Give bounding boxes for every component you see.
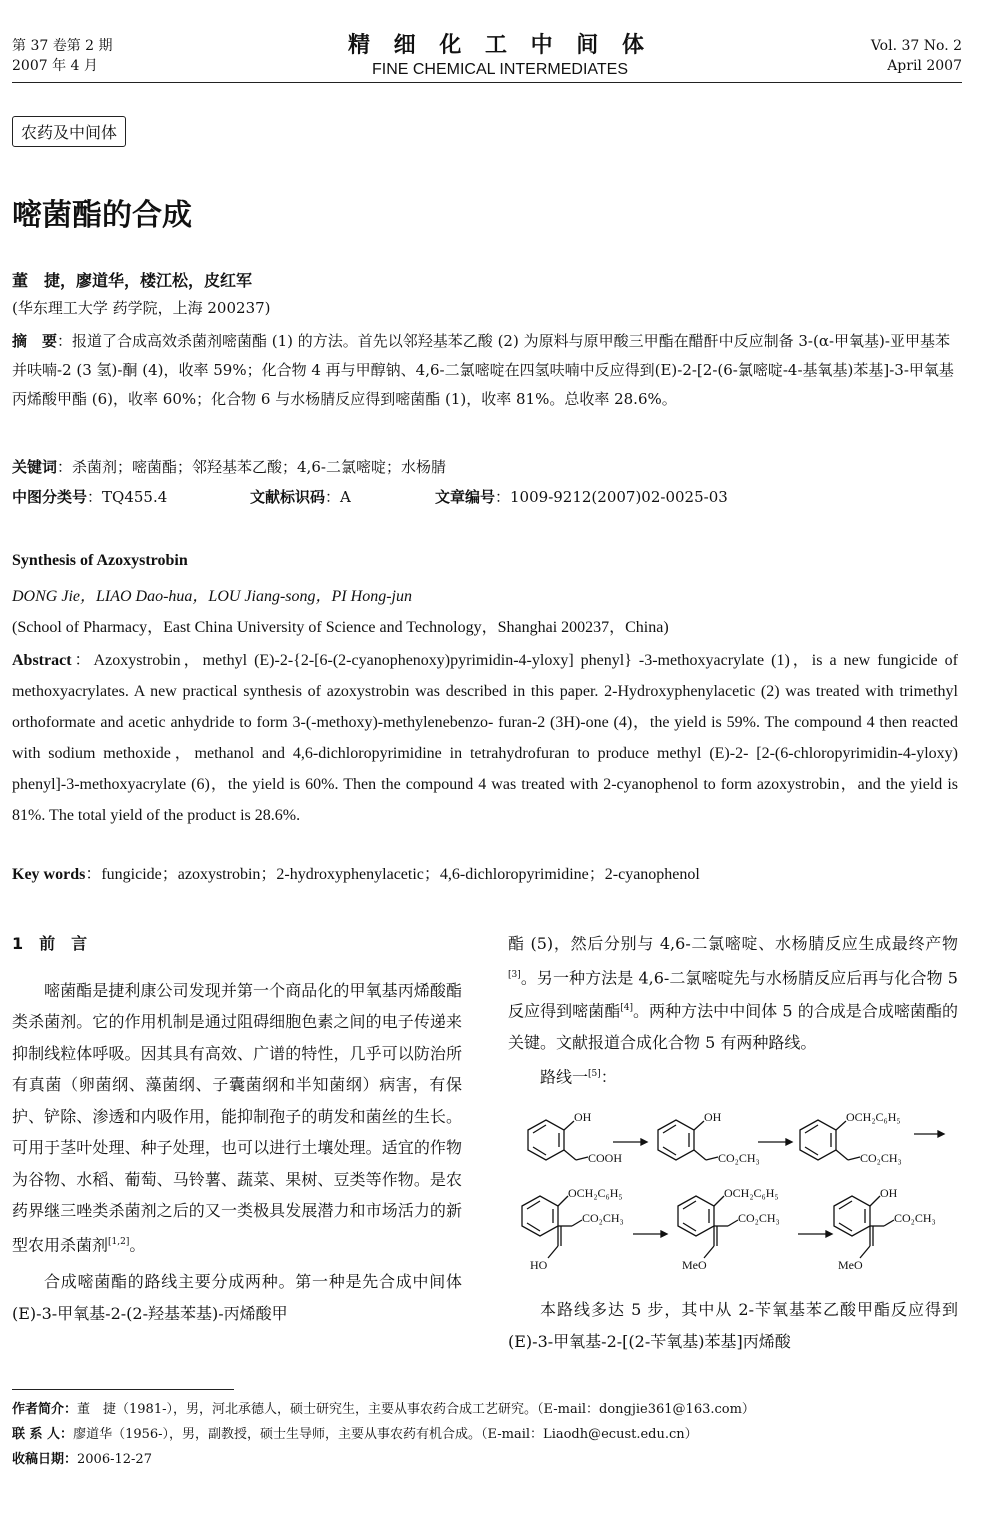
issue-date-en: April 2007: [887, 58, 962, 74]
label-cooh: COOH: [588, 1151, 623, 1165]
label-oh-3: OH: [880, 1186, 898, 1200]
issue-volume-en: Vol. 37 No. 2: [870, 38, 962, 54]
route-label: 路线一[5]：: [540, 1066, 617, 1086]
body-right-column: [508, 928, 958, 1092]
label-co2ch3-2: CO₂CH₃: [860, 1151, 902, 1165]
footnote-received-date: 收稿日期：2006-12-27: [12, 1452, 152, 1467]
body-right-column-continued: [508, 1294, 958, 1357]
label-co2ch3-1: CO₂CH₃: [718, 1151, 760, 1165]
label-och2c6h5-3: OCH₂C₆H₅: [724, 1186, 779, 1200]
molecule-methyl-2-benzyloxyphenylacetate: [800, 1120, 860, 1160]
paper-title: 嘧菌酯的合成: [12, 198, 192, 233]
molecule-2-hydroxyphenylacetic-acid: [528, 1120, 588, 1160]
doc-code-label: 文献标识码: [250, 488, 326, 506]
authors-cn: 董 捷，廖道华，楼江松，皮红军: [12, 271, 253, 290]
reaction-scheme: [508, 1108, 963, 1288]
molecule-enol-benzyloxy: [522, 1196, 582, 1258]
abstract-cn-label: 摘 要: [12, 332, 58, 350]
keywords-en: [12, 861, 700, 884]
section-heading: 1 前 言: [12, 934, 88, 953]
body-left-column: [12, 928, 462, 1329]
citation-3: [3]: [508, 969, 521, 980]
abstract-en: [12, 645, 958, 831]
citation-4: [4]: [620, 1003, 633, 1014]
keywords-en-text: ：fungicide；azoxystrobin；2-hydroxyphenylacetic；4,6-dichloropyrimidine；2-cyanophenol: [85, 866, 700, 883]
intro-paragraph-3: 酯 (5)，然后分别与 4,6-二氯嘧啶、水杨腈反应生成最终产物[3]。另一种方法是 4,6-二氯嘧啶先与水杨腈反应后再与化合物 5 反应得到嘧菌酯[4]。两种方法中中间体 5 的合成是合成嘧菌酯的关键。文献报道合成化合物 5 有两种路线。: [508, 934, 958, 1053]
label-co2ch3-5: CO₂CH₃: [894, 1211, 936, 1225]
citation-1-2: [1,2]: [108, 1236, 130, 1247]
journal-issue-en: [871, 36, 962, 76]
abstract-cn: [12, 327, 957, 414]
intro-paragraph-1: 嘧菌酯是捷利康公司发现并第一个商品化的甲氧基丙烯酸酯类杀菌剂。它的作用机制是通过阻碍细胞色素之间的电子传递来抑制线粒体呼吸。因其具有高效、广谱的特性，几乎可以防治所有真菌（卵菌纲、藻菌纲、子囊菌纲和半知菌纲）病害，有保护、铲除、渗透和内吸作用，能抑制孢子的萌发和菌丝的生长。可用于茎叶处理、种子处理，也可以进行土壤处理。适宜的作物为谷物、水稻、葡萄、马铃薯、蔬菜、果树、豆类等作物。是农药界继三唑类杀菌剂之后的又一类极具发展潜力和市场活力的新型农用杀菌剂[1,2]。: [12, 980, 462, 1254]
label-och2c6h5-2: OCH₂C₆H₅: [568, 1186, 623, 1200]
label-ho: HO: [530, 1258, 548, 1272]
authors-en: DONG Jie，LIAO Dao-hua，LOU Jiang-song，PI Hong-jun: [12, 588, 412, 605]
route-paragraph: 本路线多达 5 步，其中从 2-苄氧基苯乙酸甲酯反应得到(E)-3-甲氧基-2-[(2-苄氧基)苯基]丙烯酸: [508, 1300, 958, 1351]
footnote-author-bio: 作者简介：董 捷（1981-），男，河北承德人，硕士研究生，主要从事农药合成工艺研究。（E-mail：dongjie361@163.com）: [12, 1402, 755, 1417]
keywords-cn-label: 关键词: [12, 458, 58, 476]
abstract-en-text: ：Azoxystrobin，methyl (E)-2-{2-[6-(2-cyanophenoxy)pyrimidin-4-yloxy] phenyl} -3-methoxyacrylate (1)，is a new fungicide of methoxyacrylates. A new practical synthesis of azoxystrobin was described in this paper. 2-Hydroxyphenylacetic (2) was treated with trimethyl orthoformate and acetic anhydride to form 3-(-methoxy)-methylenebenzo- furan-2 (3H)-one (4)，the yield is 59%. The compound 4 then reacted with sodium methoxide，methanol and 4,6-dichloropyrimidine in tetrahydrofuran to produce methyl (E)-2- [2-(6-chloropyrimidin-4-yloxy) phenyl]-3-methoxyacrylate (6)，the yield is 60%. Then the compound 4 was treated with 2-cyanophenol to form azoxystrobin，and the yield is 81%. The total yield of the product is 28.6%.: [12, 652, 958, 824]
doc-code-value: ：A: [325, 488, 351, 506]
footnotes: [12, 1397, 962, 1472]
article-no-value: ：1009-9212(2007)02-0025-03: [495, 488, 728, 506]
abstract-en-label: Abstract: [12, 652, 72, 669]
classification-line: [12, 486, 957, 507]
keywords-en-label: Key words: [12, 866, 86, 883]
keywords-cn-text: ：杀菌剂；嘧菌酯；邻羟基苯乙酸；4,6-二氯嘧啶；水杨腈: [57, 458, 446, 476]
molecule-methoxyacrylate-benzyloxy: [678, 1196, 738, 1258]
issue-volume: 第 37 卷第 2 期: [12, 38, 113, 54]
section-tag: 农药及中间体: [12, 116, 126, 147]
affiliation-en: (School of Pharmacy，East China University of Science and Technology，Shanghai 200237，China): [12, 619, 669, 636]
affiliation-cn: (华东理工大学 药学院，上海 200237): [12, 299, 271, 317]
footnote-contact: 联 系 人：廖道华（1956-），男，副教授，硕士生导师，主要从事农药有机合成。（E-mail：Liaodh@ecust.edu.cn）: [12, 1427, 698, 1442]
abstract-cn-text: ：报道了合成高效杀菌剂嘧菌酯 (1) 的方法。首先以邻羟基苯乙酸 (2) 为原料与原甲酸三甲酯在醋酐中反应制备 3-(α-甲氧基)-亚甲基苯并呋喃-2 (3 氢)-酮 (4)，收率 59%；化合物 4 再与甲醇钠、4,6-二氯嘧啶在四氢呋喃中反应得到(E)-2-[2-(6-氯嘧啶-4-基氧基)苯基]-3-甲氧基丙烯酸甲酯 (6)，收率 60%；化合物 6 与水杨腈反应得到嘧菌酯 (1)，收率 81%。总收率 28.6%。: [12, 332, 954, 408]
label-och2c6h5-1: OCH₂C₆H₅: [846, 1110, 901, 1124]
clc-value: ：TQ455.4: [87, 488, 168, 506]
label-meo-1: MeO: [682, 1258, 707, 1272]
clc-label: 中图分类号: [12, 488, 88, 506]
label-co2ch3-3: CO₂CH₃: [582, 1211, 624, 1225]
journal-name-en: FINE CHEMICAL INTERMEDIATES: [371, 61, 629, 78]
keywords-cn: [12, 456, 446, 477]
label-meo-2: MeO: [838, 1258, 863, 1272]
intro-paragraph-2: 合成嘧菌酯的路线主要分成两种。第一种是先合成中间体 (E)-3-甲氧基-2-(2-羟基苯基)-丙烯酸甲: [12, 1272, 462, 1323]
label-co2ch3-4: CO₂CH₃: [738, 1211, 780, 1225]
molecule-5-hydroxy-methoxyacrylate: [834, 1196, 894, 1258]
header-rule: [12, 82, 962, 83]
label-oh-1: OH: [574, 1110, 592, 1124]
paper-title-en: Synthesis of Azoxystrobin: [12, 552, 188, 569]
article-no-label: 文章编号: [435, 488, 496, 506]
footnote-rule: [12, 1389, 234, 1390]
journal-name-cn: 精 细 化 工 中 间 体: [348, 33, 652, 58]
molecule-methyl-2-hydroxyphenylacetate: [658, 1120, 718, 1160]
label-oh-2: OH: [704, 1110, 722, 1124]
issue-date: 2007 年 4 月: [12, 58, 98, 74]
citation-5: [5]: [588, 1068, 601, 1079]
journal-name: [0, 28, 1000, 79]
